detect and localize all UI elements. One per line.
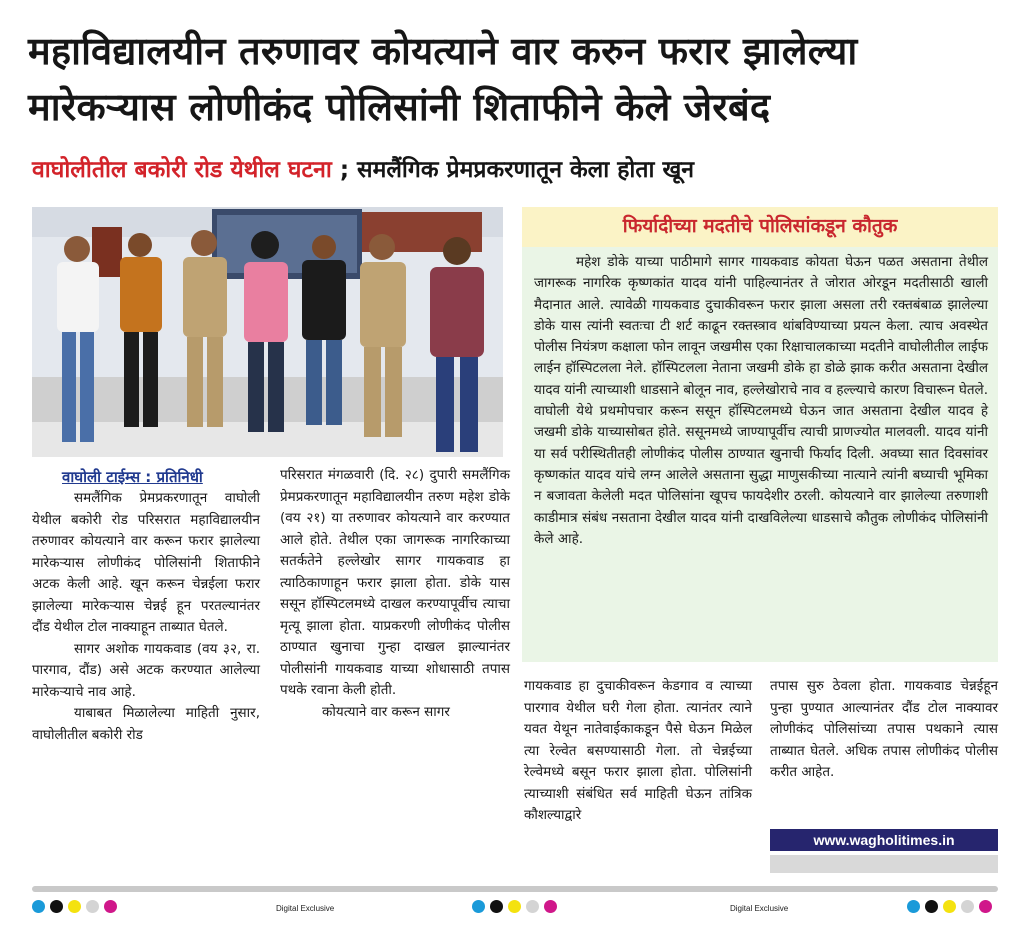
- registration-dot-icon: [86, 900, 99, 913]
- subheadline: [32, 152, 1002, 184]
- article-column-1: [32, 488, 260, 746]
- registration-dot-icon: [50, 900, 63, 913]
- registration-dot-icon: [961, 900, 974, 913]
- footer-label-left: Digital Exclusive: [276, 904, 335, 913]
- registration-marks-right: [907, 900, 992, 913]
- subheadline-cause: ; समलैंगिक प्रेमप्रकरणातून केला होता खून: [331, 157, 695, 183]
- website-url[interactable]: www.wagholitimes.in: [813, 832, 955, 848]
- registration-dot-icon: [979, 900, 992, 913]
- footer-label-right: Digital Exclusive: [730, 904, 789, 913]
- registration-dot-icon: [68, 900, 81, 913]
- registration-marks-center: [472, 900, 557, 913]
- registration-dot-icon: [544, 900, 557, 913]
- subheadline-location: वाघोलीतील बकोरी रोड येथील घटना: [32, 157, 332, 183]
- article-paragraph: समलैंगिक प्रेमप्रकरणातून वाघोली येथील बकोरी रोड परिसरात महाविद्यालयीन तरुणावर कोयत्याने वार करून फरार झालेल्या मारेकऱ्यास लोणीकंद पोलिसांनी शिताफीने अटक केली आहे. खून करून चेन्नईला फरार झालेल्या मारेकऱ्यास चेन्नई हून परतल्यानंतर दौंड येथील टोल नाक्याहून ताब्यात घेतले.: [32, 490, 260, 635]
- gray-strip: [770, 855, 998, 873]
- article-paragraph: तपास सुरु ठेवला होता. गायकवाड चेन्नईहून पुन्हा पुण्यात आल्यानंतर दौंड टोल नाक्यावर लोणीकंद पोलिसांच्या तपास पथकाने त्यास ताब्यात घेतले. अधिक तपास लोणीकंद पोलीस करीत आहेत.: [770, 678, 998, 780]
- sidebar-box-body: महेश डोके याच्या पाठीमागे सागर गायकवाड कोयता घेऊन पळत असताना तेथील जागरूक नागरिक कृष्णकांत यादव यांनी पाहिल्यानंतर ते जोरात ओरडून मदतीसाठी खाली मैदानात आले. त्यावेळी गायकवाड दुचाकीवरून फरार झाला असला तरी रक्तबंबाळ झालेल्या डोके यास त्यांनी स्वतःचा टी शर्ट काढून रक्तस्त्राव थांबविण्याच्या प्रयत्न केला. त्याच अवस्थेत पोलीस नियंत्रण कक्षाला फोन लावून जखमीस एका रिक्षाचालकाच्या मदतीने वाघोलीतील लाईफ लाईन हॉस्पिटलला नेले. हॉस्पिटलला नेताना जखमी डोके हा डोळे झाक करीत असताना देखील यादव यांनी त्याच्याशी धाडसाने बोलून नाव, हल्लेखोराचे नाव व हल्ल्याचे कारण विचारून घेतले. वाघोली येथे प्रथमोपचार करून ससून हॉस्पिटलमध्ये घेऊन जात असताना देखील यादव हे जखमी डोके याच्यासोबत होते. ससूनमध्ये जाण्यापूर्वीच त्याची प्राणज्योत मालवली. यादव यांनी या सर्व परीस्थितीतही लोणीकंद पोलीस ठाण्यात खुनाची फिर्याद दिली. अवघ्या सात दिवसांवर कृष्णकांत यादव यांचे लग्न आलेले असताना सुद्धा माणुसकीच्या नात्याने त्यांनी बघ्याची भूमिका न बजावता केलेली मदत पोलिसांना खूपच फायदेशीर ठरली. कोयत्याने वार झालेल्या तरुणाशी काडीमात्र संबंध नसताना देखील यादव यांनी दाखविलेल्या धाडसाचे कौतुक लोणीकंद पोलिसांनी केले आहे.: [534, 254, 988, 547]
- article-column-3: [524, 676, 752, 827]
- sidebar-box-title: फिर्यादीच्या मदतीचे पोलिसांकडून कौतुक: [622, 215, 898, 237]
- byline: वाघोली टाईम्स : प्रतिनिधी: [62, 468, 203, 486]
- article-paragraph: परिसरात मंगळवारी (दि. २८) दुपारी समलैंगिक प्रेमप्रकरणातून महाविद्यालयीन तरुण महेश डोके (वय २१) या तरुणावर कोयत्याने वार करण्यात आले होते. तेथील एका जागरूक नागरिकाच्या सतर्कतेने हल्लेखोर सागर गायकवाड हा त्याठिकाणाहून फरार झाला होता. डोके यास ससून हॉस्पिटलमध्ये दाखल करण्यापूर्वीच त्याचा मृत्यू झाला होता. याप्रकरणी लोणीकंद पोलीस ठाण्यात खुनाचा गुन्हा दाखल झाल्यानंतर पोलीसांनी गायकवाड याच्या शोधासाठी तपास पथके रवाना केली होती.: [280, 467, 510, 698]
- registration-dot-icon: [32, 900, 45, 913]
- registration-dot-icon: [526, 900, 539, 913]
- police-group-photo-image: [32, 207, 503, 457]
- registration-dot-icon: [943, 900, 956, 913]
- registration-dot-icon: [490, 900, 503, 913]
- article-column-2: [280, 465, 510, 723]
- registration-marks-left: [32, 900, 117, 913]
- article-paragraph: सागर अशोक गायकवाड (वय ३२, रा. पारगाव, दौंड) असे अटक करण्यात आलेल्या मारेकऱ्याचे नाव आहे.: [32, 640, 260, 700]
- news-photo: [32, 207, 503, 457]
- article-paragraph: कोयत्याने वार करून सागर: [322, 703, 450, 720]
- footer-rule: [32, 886, 998, 892]
- article-paragraph: गायकवाड हा दुचाकीवरून केडगाव व त्याच्या पारगाव येथील घरी गेला होता. त्यानंतर त्याने यवत येथून नातेवाईकाकडून पैसे घेऊन मिळेल त्या रेल्वेत बसण्यासाठी गेला. तो चेन्नईच्या रेल्वेमध्ये बसून फरार झाला होता. पोलिसांनी त्याच्याशी संबंधित सर्व माहिती घेऊन तांत्रिक कौशल्याद्वारे: [524, 678, 752, 823]
- registration-dot-icon: [925, 900, 938, 913]
- registration-dot-icon: [104, 900, 117, 913]
- article-paragraph: याबाबत मिळालेल्या माहिती नुसार, वाघोलीतील बकोरी रोड: [32, 705, 260, 743]
- article-column-4: [770, 676, 998, 784]
- headline-line-1: महाविद्यालयीन तरुणावर कोयत्याने वार करुन फरार झालेल्या: [28, 29, 858, 73]
- registration-dot-icon: [508, 900, 521, 913]
- registration-dot-icon: [907, 900, 920, 913]
- headline-line-2: मारेकऱ्यास लोणीकंद पोलिसांनी शिताफीने केले जेरबंद: [28, 85, 771, 129]
- registration-dot-icon: [472, 900, 485, 913]
